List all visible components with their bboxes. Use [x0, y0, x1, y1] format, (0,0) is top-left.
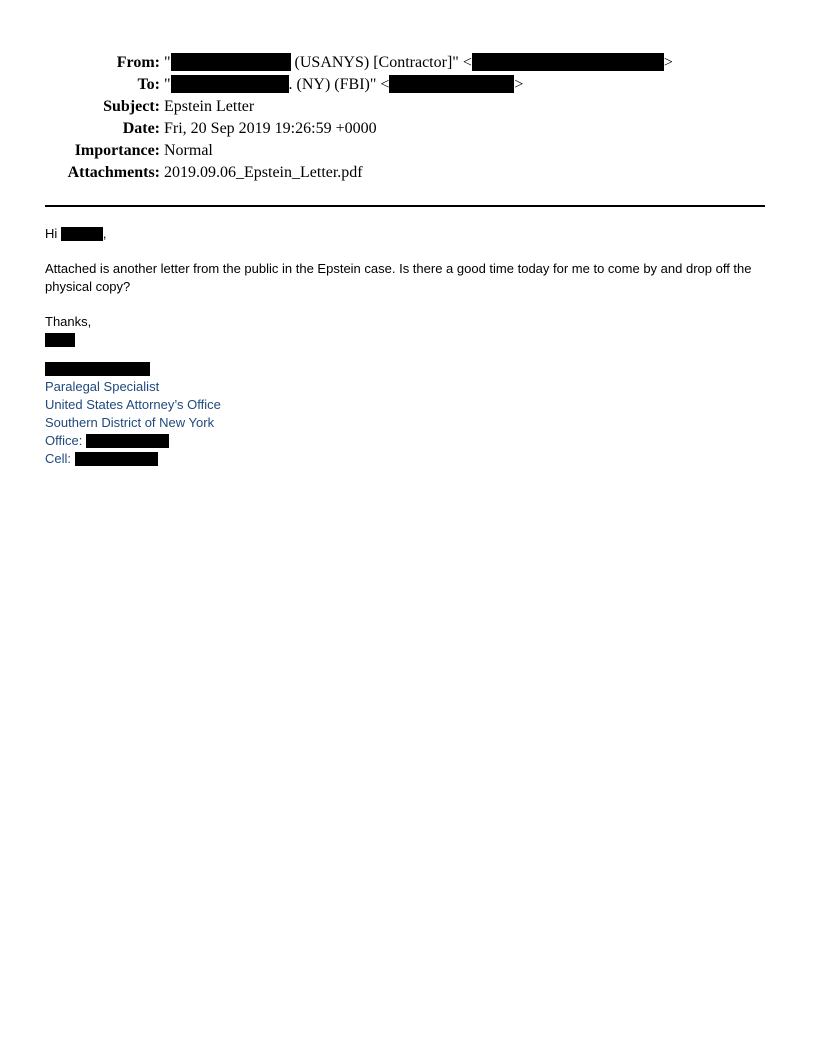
- to-quote-open: ": [164, 76, 171, 93]
- date-value: Fri, 20 Sep 2019 19:26:59 +0000: [164, 120, 377, 137]
- greeting-comma: ,: [102, 226, 107, 241]
- redacted-recipient-email: [389, 75, 514, 93]
- importance-value: Normal: [164, 142, 213, 159]
- subject-value: Epstein Letter: [164, 98, 255, 115]
- redacted-sender-first-name: [45, 333, 75, 347]
- greeting: [45, 225, 770, 243]
- redacted-recipient-first-name: [61, 227, 103, 241]
- signature-office-line: [45, 432, 770, 450]
- signature-district: Southern District of New York: [45, 415, 215, 430]
- importance-label: Importance:: [74, 142, 160, 159]
- signature-title: Paralegal Specialist: [45, 379, 160, 394]
- signature-block: [45, 360, 770, 468]
- importance-row: [0, 140, 816, 162]
- from-value: [164, 52, 673, 74]
- closing: Thanks,: [45, 314, 92, 329]
- from-label: From:: [116, 54, 160, 71]
- redacted-sender-name: [171, 53, 291, 71]
- signature-spacer: [45, 349, 770, 360]
- greeting-hi: Hi: [45, 226, 58, 241]
- from-angle-close: >: [663, 54, 673, 71]
- signature-name-line: [45, 360, 770, 378]
- sender-first-name-line: [45, 331, 770, 349]
- to-value: [164, 74, 523, 96]
- from-quote-open: ": [164, 54, 171, 71]
- to-org: . (NY) (FBI)" <: [288, 76, 390, 93]
- from-org: (USANYS) [Contractor]" <: [290, 54, 472, 71]
- to-label: To:: [137, 76, 160, 93]
- signature-org: United States Attorney’s Office: [45, 397, 221, 412]
- attachments-row: [0, 162, 816, 184]
- redacted-sender-full-name: [45, 362, 150, 376]
- from-row: [0, 52, 816, 74]
- email-body: [45, 225, 770, 468]
- office-label: Office:: [45, 433, 83, 448]
- cell-label: Cell:: [45, 451, 72, 466]
- body-paragraph: Attached is another letter from the public in the Epstein case. Is there a good time today for me to come by and drop off the physical copy?: [45, 261, 752, 294]
- to-angle-close: >: [514, 76, 524, 93]
- signature-cell-line: [45, 450, 770, 468]
- to-row: [0, 74, 816, 96]
- redacted-office-phone: [86, 434, 169, 448]
- redacted-sender-email: [472, 53, 664, 71]
- subject-row: [0, 96, 816, 118]
- header-divider: [45, 205, 765, 207]
- subject-label: Subject:: [103, 98, 160, 115]
- redacted-recipient-name: [171, 75, 289, 93]
- attachments-label: Attachments:: [67, 164, 160, 181]
- email-header: [0, 52, 816, 184]
- date-label: Date:: [122, 120, 160, 137]
- attachment-filename[interactable]: 2019.09.06_Epstein_Letter.pdf: [164, 164, 363, 181]
- date-row: [0, 118, 816, 140]
- redacted-cell-phone: [75, 452, 158, 466]
